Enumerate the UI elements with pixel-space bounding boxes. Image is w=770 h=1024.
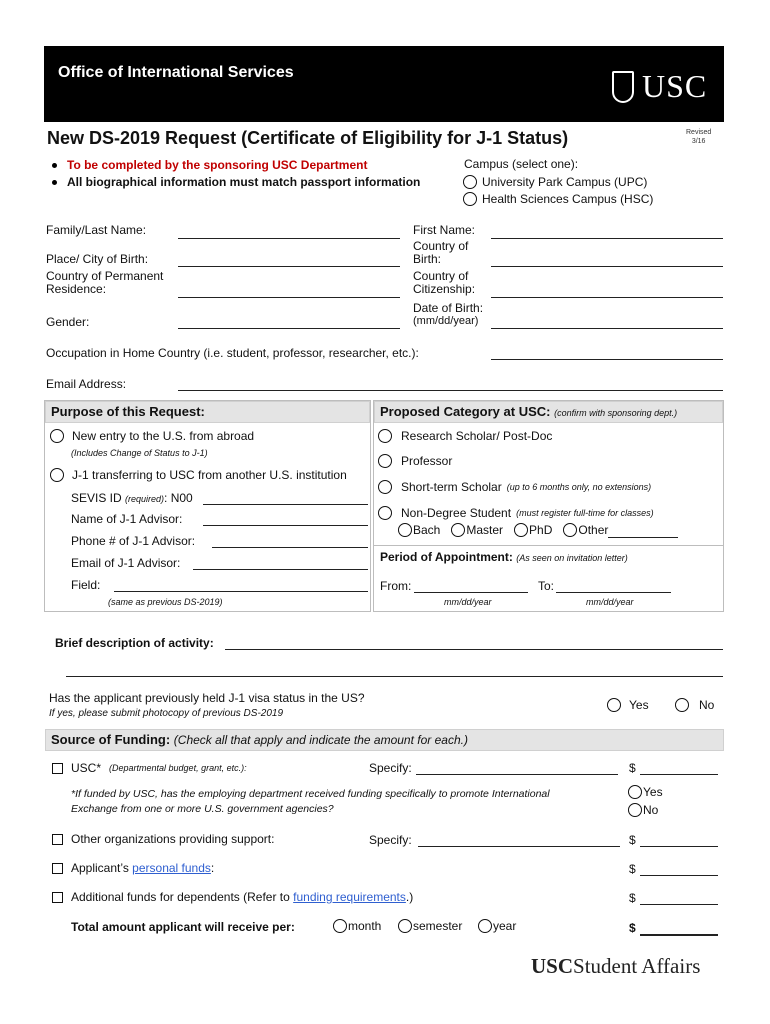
radio-icon[interactable] [50,468,64,482]
bullet-dot-icon [52,180,57,185]
prior-j1-no[interactable] [675,698,714,712]
gender-label: Gender: [46,315,90,329]
semester-label: semester [413,919,463,933]
funding-heading-text: Source of Funding: [51,732,171,747]
occupation-label: Occupation in Home Country (i.e. student, professor, researcher, etc.): [46,346,419,360]
phd-label: PhD [529,523,553,537]
usc-question-no-label: No [643,803,659,817]
checkbox-icon[interactable] [52,834,63,845]
dob-format: (mm/dd/year) [413,315,479,327]
radio-icon[interactable] [398,523,412,537]
radio-icon[interactable] [514,523,528,537]
year-label: year [493,919,517,933]
radio-icon[interactable] [675,698,689,712]
bullet-dot-icon [52,163,57,168]
total-dollar: $ [629,921,636,935]
campus-hsc-label: Health Sciences Campus (HSC) [482,192,654,206]
usc-question-yes-label: Yes [643,785,663,799]
radio-icon[interactable] [378,506,392,520]
dependents-post: .) [405,890,414,904]
activity-field-1[interactable] [225,649,723,650]
campus-hsc-option[interactable] [463,192,653,206]
non-degree-label: Non-Degree Student [401,506,512,520]
degree-level-options [398,523,608,537]
non-degree-note: (must register full-time for classes) [516,508,654,518]
bach-label: Bach [413,523,441,537]
non-degree-option[interactable] [378,506,654,520]
period-year[interactable] [478,919,516,933]
checkbox-icon[interactable] [52,863,63,874]
master-label: Master [466,523,504,537]
dependents-pre: Additional funds for dependents (Refer to [71,890,290,904]
field-input[interactable] [114,591,368,592]
other-org-label: Other organizations providing support: [71,832,275,846]
revised-label: Revised [686,129,712,136]
transfer-option[interactable] [50,468,347,482]
professor-label: Professor [401,454,453,468]
radio-icon[interactable] [378,429,392,443]
category-heading-note: (confirm with sponsoring dept.) [554,408,678,418]
country-cit-label [413,270,475,296]
activity-field-2[interactable] [66,676,723,677]
period-semester[interactable] [398,919,462,933]
new-entry-note: (Includes Change of Status to J-1) [71,448,208,458]
advisor-email-label: Email of J-1 Advisor: [71,556,181,570]
other-field[interactable] [608,537,678,538]
radio-icon[interactable] [50,429,64,443]
place-birth-field[interactable] [178,266,400,267]
office-title: Office of International Services [58,64,294,81]
first-name-field[interactable] [491,238,723,239]
first-name-label: First Name: [413,223,476,237]
country-perm-field[interactable] [178,297,400,298]
to-format: mm/dd/year [586,597,634,607]
campus-upc-option[interactable] [463,175,647,189]
other-label: Other [578,523,609,537]
purpose-heading: Purpose of this Request: [45,401,370,423]
other-amount-field[interactable] [640,846,718,847]
prior-j1-note: If yes, please submit photocopy of previous DS-2019 [49,708,284,719]
prior-j1-yes[interactable] [607,698,649,712]
personal-funds-label [71,861,214,875]
short-term-note: (up to 6 months only, no extensions) [506,482,652,492]
prior-j1-no-label: No [699,698,715,712]
personal-pre: Applicant’s [71,861,129,875]
usc-amount-field[interactable] [640,774,718,775]
country-birth-line1: Country of [413,239,469,253]
other-specify-field[interactable] [418,846,620,847]
usc-dollar: $ [629,761,636,775]
bullet-text-2: All biographical information must match passport information [67,175,421,189]
advisor-phone-field[interactable] [212,547,368,548]
prior-j1-yes-label: Yes [629,698,649,712]
appointment-heading [380,551,628,565]
occupation-field[interactable] [491,359,723,360]
usc-funding-note: (Departmental budget, grant, etc.): [109,763,247,773]
advisor-name-label: Name of J-1 Advisor: [71,512,183,526]
dob-label: Date of Birth: [413,301,484,315]
divider [374,545,723,546]
activity-label: Brief description of activity: [55,636,214,650]
other-org-option[interactable] [52,832,274,846]
campus-upc-label: University Park Campus (UPC) [482,175,648,189]
family-name-field[interactable] [178,238,400,239]
personal-funds-link[interactable]: personal funds [132,861,211,875]
country-birth-field[interactable] [491,266,723,267]
radio-icon[interactable] [478,919,492,933]
other-specify-label: Specify: [369,833,412,847]
country-cit-line1: Country of [413,269,469,283]
usc-funding-label: USC* [71,761,102,775]
personal-post: : [210,861,215,875]
student-affairs-logo [531,954,700,979]
radio-icon[interactable] [628,803,642,817]
revised-date: 3/16 [691,138,706,145]
usc-question-1: *If funded by USC, has the employing department received funding specifically to promote International [71,788,550,800]
research-label: Research Scholar/ Post-Doc [401,429,553,443]
advisor-name-field[interactable] [203,525,368,526]
radio-icon[interactable] [378,480,392,494]
prior-j1-question: Has the applicant previously held J-1 visa status in the US? [49,691,365,705]
short-term-label: Short-term Scholar [401,480,502,494]
sevis-field[interactable] [203,504,368,505]
bullet-department [52,158,367,172]
research-option[interactable] [378,429,552,443]
email-field[interactable] [178,390,723,391]
dependents-dollar: $ [629,891,636,905]
usc-logo [612,68,707,105]
personal-amount-field[interactable] [640,875,718,876]
usc-seal-icon [612,71,634,103]
advisor-email-field[interactable] [193,569,368,570]
to-field[interactable] [556,592,671,593]
country-cit-field[interactable] [491,297,723,298]
checkbox-icon[interactable] [52,763,63,774]
from-format: mm/dd/year [444,597,492,607]
total-amount-field[interactable] [640,934,718,936]
funding-heading-note: (Check all that apply and indicate the amount for each.) [173,733,468,747]
radio-icon[interactable] [378,454,392,468]
radio-icon[interactable] [451,523,465,537]
usc-question-2: Exchange from one or more U.S. government agencies? [71,803,334,815]
radio-icon[interactable] [463,175,477,189]
usc-specify-field[interactable] [416,774,618,775]
sevis-required: (required) [125,494,165,504]
other-dollar: $ [629,833,636,847]
to-label: To: [538,579,555,593]
period-month[interactable] [333,919,381,933]
radio-icon[interactable] [563,523,577,537]
country-birth-label [413,240,468,266]
field-note: (same as previous DS-2019) [108,597,223,607]
country-perm-line2: Residence: [46,282,107,296]
sevis-label [71,492,193,506]
transfer-label: J-1 transferring to USC from another U.S. institution [72,468,347,482]
funding-requirements-link[interactable]: funding requirements [293,890,406,904]
total-label: Total amount applicant will receive per: [71,920,295,934]
dob-field[interactable] [491,328,723,329]
country-perm-line1: Country of Permanent [46,269,164,283]
checkbox-icon[interactable] [52,892,63,903]
radio-icon[interactable] [398,919,412,933]
place-birth-label: Place/ City of Birth: [46,252,149,266]
month-label: month [348,919,382,933]
sevis-prefix: : N00 [164,491,193,505]
category-heading-text: Proposed Category at USC: [380,404,551,419]
bullet-passport [52,175,420,189]
personal-dollar: $ [629,862,636,876]
country-perm-label [46,270,163,296]
page-title: New DS-2019 Request (Certificate of Eligibility for J-1 Status) [47,128,569,148]
field-label: Field: [71,578,101,592]
country-birth-line2: Birth: [413,252,442,266]
professor-option[interactable] [378,454,452,468]
new-entry-label: New entry to the U.S. from abroad [72,429,255,443]
radio-icon[interactable] [628,785,642,799]
usc-question-yes[interactable] [628,785,663,799]
dependents-option[interactable] [52,890,413,904]
revised-note [686,128,711,146]
short-term-option[interactable] [378,480,651,494]
email-label: Email Address: [46,377,127,391]
advisor-phone-label: Phone # of J-1 Advisor: [71,534,196,548]
usc-specify-label: Specify: [369,761,412,775]
usc-logo-text: USC [642,68,708,104]
country-cit-line2: Citizenship: [413,282,476,296]
gender-field[interactable] [178,328,400,329]
funding-heading [45,729,724,751]
radio-icon[interactable] [463,192,477,206]
campus-label: Campus (select one): [464,157,579,171]
from-label: From: [380,579,412,593]
radio-icon[interactable] [607,698,621,712]
sa-logo-usc: USC [531,954,574,978]
usc-funding-option[interactable] [52,761,247,775]
radio-icon[interactable] [333,919,347,933]
bullet-text-1: To be completed by the sponsoring USC Department [67,158,368,172]
personal-funds-option[interactable] [52,861,214,875]
category-heading [374,401,723,423]
family-name-label: Family/Last Name: [46,223,147,237]
dependents-label [71,890,413,904]
from-field[interactable] [414,592,528,593]
appointment-heading-text: Period of Appointment: [380,550,513,564]
sevis-label-text: SEVIS ID [71,491,122,505]
dependents-amount-field[interactable] [640,904,718,905]
new-entry-option[interactable] [50,429,254,443]
appointment-note: (As seen on invitation letter) [516,553,628,563]
sa-logo-text: Student Affairs [573,954,701,978]
usc-question-no[interactable] [628,803,658,817]
